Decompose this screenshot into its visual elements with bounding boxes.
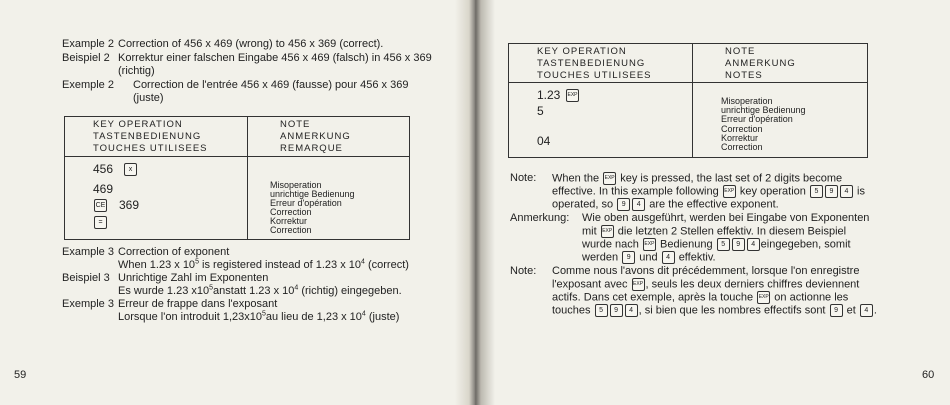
note-fr-line3: actifs. Dans cet exemple, après la touche EXP on actionne les xyxy=(552,291,849,304)
note-fr-line4: touches 5 9 4 , si bien que les nombres effectifs sont 9 et 4 . xyxy=(552,304,877,317)
ex3-de-title: Unrichtige Zahl im Exponenten xyxy=(118,272,269,284)
right-misop-note: Misoperation unrichtige Bedienung Erreur d'opération xyxy=(721,96,806,124)
exp-key-icon: EXP xyxy=(757,291,770,304)
left-table-keys-cell xyxy=(65,157,248,240)
note-de-line4: werden 9 und 4 effektiv. xyxy=(582,251,716,264)
note-fr-line2: l'exposant avec EXP , seuls les deux derniers chiffres deviennent xyxy=(552,278,860,291)
note-de-line3: wurde nach EXP Bedienung 5 9 4 eingegeben, somit xyxy=(582,238,851,251)
nine-key-icon: 9 xyxy=(610,304,623,317)
four-key-icon: 4 xyxy=(632,198,645,211)
note-fr-label: Note: xyxy=(510,265,537,277)
five-key-icon: 5 xyxy=(810,185,823,198)
right-table-notes-cell xyxy=(693,83,868,158)
exp-key-icon: EXP xyxy=(723,185,736,198)
left-table-notes-cell xyxy=(248,157,410,240)
left-table-header-key: KEY OPERATION TASTENBEDIENUNG TOUCHES UTILISEES xyxy=(65,117,248,157)
nine-key-icon: 9 xyxy=(825,185,838,198)
ex3-en-title: Correction of exponent xyxy=(118,246,230,258)
ex3-fr-line: Lorsque l'on introduit $1,23x10^5au$ lieu de 1,23 x $10^4$ (juste) xyxy=(118,310,400,323)
ex2-de-text2: (richtig) xyxy=(118,65,155,77)
nine-key-icon: 9 xyxy=(622,251,635,264)
note-de-line2: mit EXP die letzten 2 Stellen effektiv. In diesem Beispiel xyxy=(582,225,847,238)
right-table-keys-cell xyxy=(509,83,693,158)
ex3-en-label: Example 3 xyxy=(62,246,114,258)
right-corr-note: Correction Korrektur Correction xyxy=(721,124,763,152)
left-page xyxy=(0,0,470,405)
left-key-table xyxy=(64,116,410,240)
left-misop-note: Misoperation unrichtige Bedienung Erreur d'opération xyxy=(270,180,355,208)
four-key-icon: 4 xyxy=(625,304,638,317)
ex2-fr-label: Exemple 2 xyxy=(62,79,114,91)
right-page xyxy=(470,0,950,405)
entry-469: 469 xyxy=(93,182,114,196)
exp-key-icon: EXP xyxy=(601,225,614,238)
entry-5: 5 xyxy=(537,104,544,118)
exp-key-icon: EXP xyxy=(566,89,579,102)
note-en-label: Note: xyxy=(510,172,537,184)
right-page-number: 60 xyxy=(922,369,935,381)
ex2-fr-text: Correction de l'entrée 456 x 469 (fausse) pour 456 x 369 xyxy=(133,79,409,91)
note-de-label: Anmerkung: xyxy=(510,212,570,224)
five-key-icon: 5 xyxy=(595,304,608,317)
exp-key-icon: EXP xyxy=(643,238,656,251)
exp-key-icon: EXP xyxy=(632,278,645,291)
left-table-header-note: NOTE ANMERKUNG REMARQUE xyxy=(248,117,410,157)
ex2-de-label: Beispiel 2 xyxy=(62,52,110,64)
ex2-en-text: Correction of 456 x 469 (wrong) to 456 x 369 (correct). xyxy=(118,38,384,50)
four-key-icon: 4 xyxy=(860,304,873,317)
ex2-en-label: Example 2 xyxy=(62,38,114,50)
left-corr-note: Correction Korrektur Correction xyxy=(270,207,312,235)
left-page-number: 59 xyxy=(14,369,27,381)
book-gutter xyxy=(455,0,495,405)
ex2-de-text: Korrektur einer falschen Eingabe 456 x 469 (falsch) in 456 x 369 xyxy=(118,52,432,64)
ex3-de-line: Es wurde 1.23 $x10^5anstatt$ 1.23 x $10^4$ (richtig) eingegeben. xyxy=(118,284,402,297)
entry-369: 369 xyxy=(119,198,140,212)
entry-456: 456 xyxy=(93,162,114,176)
ex3-fr-title: Erreur de frappe dans l'exposant xyxy=(118,298,278,310)
note-en-line3: operated, so 9 4 are the effective exponent. xyxy=(552,198,779,211)
ex3-de-label: Beispiel 3 xyxy=(62,272,110,284)
entry-04: 04 xyxy=(537,134,551,148)
multiply-key-icon: x xyxy=(124,163,137,176)
nine-key-icon: 9 xyxy=(732,238,745,251)
five-key-icon: 5 xyxy=(717,238,730,251)
ex3-en-line: When 1.23 x $10^5$ is registered instead of 1.23 x $10^4$ (correct) xyxy=(118,258,409,271)
nine-key-icon: 9 xyxy=(617,198,630,211)
exp-key-icon: EXP xyxy=(603,172,616,185)
entry-1-23: 1.23 xyxy=(537,88,561,102)
four-key-icon: 4 xyxy=(747,238,760,251)
four-key-icon: 4 xyxy=(662,251,675,264)
note-en-line1: When the EXP key is pressed, the last set of 2 digits become xyxy=(552,172,843,185)
right-table-header-key: KEY OPERATION TASTENBEDIENUNG TOUCHES UTILISEES xyxy=(509,44,693,83)
nine-key-icon: 9 xyxy=(830,304,843,317)
four-key-icon: 4 xyxy=(840,185,853,198)
right-key-table xyxy=(508,43,868,158)
ex2-fr-text2: (juste) xyxy=(133,92,164,104)
note-de-line1: Wie oben ausgeführt, werden bei Eingabe von Exponenten xyxy=(582,212,870,224)
ex3-fr-label: Exemple 3 xyxy=(62,298,114,310)
equals-key-icon: = xyxy=(94,216,107,229)
note-en-line2: effective. In this example following EXP key operation 5 9 4 is xyxy=(552,185,865,198)
clear-entry-key-icon: CE xyxy=(94,199,107,212)
right-table-header-note: NOTE ANMERKUNG NOTES xyxy=(693,44,868,83)
note-fr-line1: Comme nous l'avons dit précédemment, lorsque l'on enregistre xyxy=(552,265,860,277)
